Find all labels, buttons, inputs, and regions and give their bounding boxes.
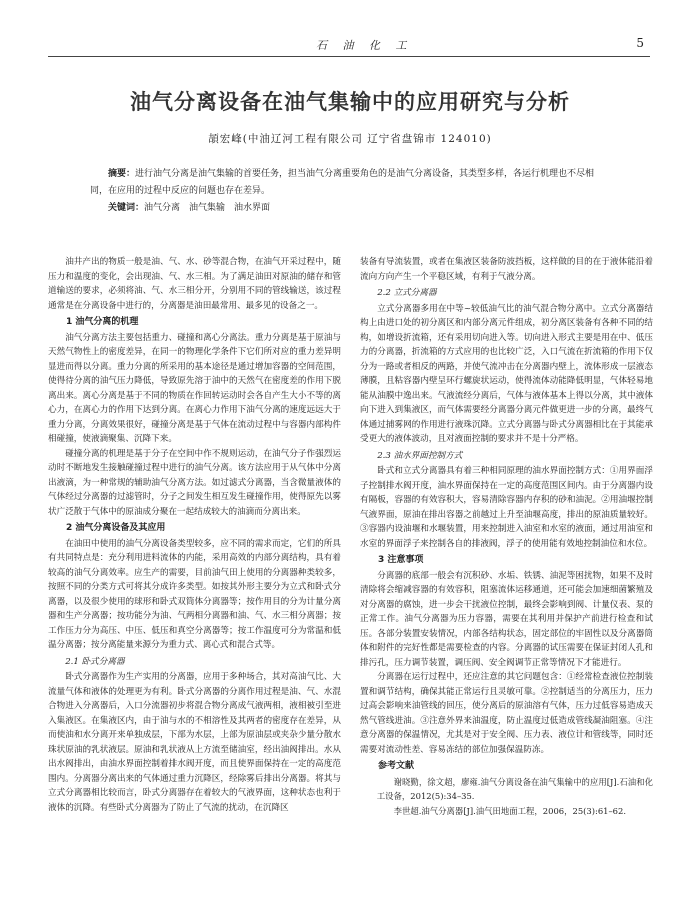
section-2-heading: 2 油气分离设备及其应用	[66, 523, 166, 533]
paper-title: 油气分离设备在油气集输中的应用研究与分析	[130, 89, 570, 114]
abstract	[90, 166, 610, 217]
abstract-text: 进行油气分离是油气集输的首要任务，担当油气分离重要角色的是油气分离设备，其类型多样，各运行机理也不尽相同，在应用的过程中反应的问题也存在差异。	[90, 169, 595, 196]
keywords-label: 关键词：	[108, 203, 145, 213]
reference-1: 谢晓勤，徐文超，廖雍.油气分离设备在油气集输中的应用[J].石油和化工设备，2012(5):34–35.	[376, 776, 653, 801]
right-column	[360, 255, 653, 818]
journal-name: 石 油 化 工	[316, 39, 413, 52]
intro-paragraph: 油井产出的物质一般是油、气、水、砂等混合物，在油气开采过程中，随压力和温度的变化，会出现油、气、水三相。为了满足油田对原油的储存和管道输送的要求，必须将油、气、水三相分开，分别用不同的管线输送，该过程通常是在分离设备中进行的，分离器是油田最常用、最多见的设备之一。	[48, 257, 341, 311]
section-3-heading: 3 注意事项	[378, 555, 424, 565]
keywords-line	[90, 200, 610, 217]
section-2-1-heading: 2.1 卧式分离器	[65, 656, 125, 667]
abstract-paragraph	[90, 166, 610, 200]
section-2-3-paragraph-1: 卧式和立式分离器具有着三种相同原理的油水界面控制方式：①用界面浮子控制排水阀开度，油水界面保持在一定的高度范围区间内。由于分离器内设有隔板，容器的有效容积大，容易清除容器内存积的砂和油泥。②用油堰控制气液界面，原油在排出容器之前越过上升至油堰高度，排出的原油质量较好。③容器内设油堰和水堰装置，用来控制进入油室和水室的液面，通过用油室和水室的界面浮子来控制各自的排液阀，浮子的使用能有效地控制油位和水位。	[360, 466, 653, 549]
section-1-paragraph-2: 碰撞分离的机理是基于分子在空间中作不规则运动，在油气分子作强烈运动时不断地发生接触碰撞过程中进行的油气分离。该方法应用于从气体中分离出液滴，为一种常规的辅助油气分离方法。如过滤式分离器，当含微量液体的气体经过分离器的过滤管时，分子之间发生相互发生碰撞作用，使得原先以雾状广泛散于气体中的原油成分聚在一起结成较大的油滴而分离出来。	[48, 448, 341, 517]
author-line: 頡宏峰(中油辽河工程有限公司 辽宁省盘锦市 124010)	[208, 133, 492, 145]
section-3-paragraph-2: 分离器在运行过程中，还应注意的其它问题包含：①经常检查液位控制装置和调节结构，确保其能正常运行且灵敏可靠。②控制适当的分离压力，压力过高会影响来油管线的回压，使分离后的原油溶有气体，压力过低容易造成天然气管线进油。③注意外界来油温度，防止温度过低造成管线凝油阻塞。④注意分离器的保温情况，尤其是对于安全阀、压力表、液位计和管线等，同时还需要对流动性差、容易冻结的部位加强保温防冻。	[360, 672, 653, 755]
section-2-paragraph-1: 在油田中使用的油气分离设备类型较多，应不同的需求而定，它们的所具有共同特点是：充分利用进料流体的内能，采用高效的内部分离结构，具有着较高的油气分离效率。应生产的需要，目前油气田上使用的分离器种类较多，按照不同的分类方式可将其分成许多类型。如按其外形主要分为立式和卧式分离器，以及很少使用的球形和卧式双筒体分离器等；按作用目的分为计量分离器和生产分离器；按功能分为油、气两相分离器和油、气、水三相分离器；按工作压力分为高压、中压、低压和真空分离器等；按工作温度可分为常温和低温分离器；按分离能量来源分为重力式、离心式和混合式等。	[48, 538, 341, 650]
running-header	[48, 34, 650, 57]
section-3-paragraph-1: 分离器的底部一般会有沉积砂、水垢、铁锈、油泥等困扰物，如果不及时清除将会缩减容器的有效容积，阻塞流体运移通道，还可能会加速细菌繁殖及对分离器的腐蚀，进一步会干扰液位控制，最终会影响到阀、计量仪表、泵的正常工作。油气分离器为压力容器，需要在其利用并保护产前进行检查和试压。各部分装置安装情况，内部各结构状态，固定部位的牢固性以及分离器筒体和附件的完好性都是需要检查的内容。分离器的试压需要在保证封闭人孔和排污孔，压力调节装置，调压阀、安全阀调节正常等情况下才能进行。	[360, 570, 653, 668]
section-1-heading: 1 油气分离的机理	[66, 317, 139, 327]
section-2-3-heading: 2.3 油水界面控制方式	[377, 450, 463, 461]
section-2-1-paragraph-1: 卧式分离器作为生产实用的分离器，应用于多种场合，其对高油气比、大流量气体和液体的处理更为有利。卧式分离器的分离作用过程是油、气、水混合物进入分离器后，入口分流器初步将混合物分离成气液两相，液相被引至进入集液区。在集液区内，由于油与水的不相溶性及其两者的密度存在差异，从而使油和水分离开来单独成层，下部为水层，上部为原油层或夹杂少量分散水珠状原油的乳状液层。原油和乳状液从上方流至储油室，经出油阀排出。水从出水阀排出，由油水界面控制着排水阀开度，而且使界面保持在一定的高度范围内。分离器分离出来的气体通过重力沉降区，经除雾后排出分离器。将其与立式分离器相比较而言，卧式分离器存在着较大的气液界面，这种状态也利于液体的沉降。有些卧式分离器为了防止了气流的扰动，在沉降区	[48, 672, 341, 813]
section-2-2-heading: 2.2 立式分离器	[377, 288, 437, 298]
keywords-text: 油气分离 油气集输 油水界面	[144, 203, 271, 213]
reference-2: 李世超.油气分离器[J].油气田地面工程，2006，25(3):61–62.	[393, 805, 627, 816]
continued-paragraph: 装备有导流装置，或者在集液区装备防波挡板，这样做的目的在于液体能沿着流向方向产生一个平稳区域，有利于气液分离。	[360, 257, 653, 282]
references-heading: 参考文献	[378, 761, 415, 771]
section-1-paragraph-1: 油气分离方法主要包括重力、碰撞和离心分离法。重力分离是基于原油与天然气物性上的密度差异，在同一的物理化学条件下它们所对应的重力差异明显进而得以分离。重力分离的所采用的基本途径是通过增加容器的空间范围，使得待分离的油气压力降低，导致原先溶于油中的天然气在密度差的作用下脱离出来。离心分离是基于不同的物质在作回转运动时会各自产生大小不等的离心力，在离心力的作用下达到分离。在离心力作用下油气分离的速度远远大于重力分离，分离效果很好，碰撞分离是基于气体在流动过程中与容器内部构件相碰撞，使液滴聚集、沉降下来。	[48, 332, 341, 444]
section-2-2-paragraph-1: 立式分离器多用在中等~较低油气比的油气混合物分离中。立式分离器结构上由进口处的初分离区和内部分离元件组成，初分离区装备有各种不同的结构，如增设折流箱，还有采用切向进入等。切向进入形式主要是用在中、低压力的分离器，折流箱的方式应用的也比较广泛，入口气流在折流箱的作用下仅分为一路或者相反的两路，并使气流冲击在分离器内壁上，流体形成一层液态薄膜，且粘容器内壁呈环行螺旋状运动，使得流体动能降低明显，气体轻易地能从油膜中逸出来。气液流经分离后，气体与液体基本上得以分离，其中液体向下进入到集液区，而气体需要经分离器分离元件做更进一步的分离，最终气体通过捕雾网的作用进行液珠沉降。立式分离器与卧式分离器相比在于其能承受更大的液体波动，且对液面控制的要求并不是十分严格。	[360, 303, 653, 444]
left-column	[48, 255, 341, 815]
page-number: 5	[636, 36, 644, 50]
abstract-label: 摘要：	[108, 169, 136, 179]
